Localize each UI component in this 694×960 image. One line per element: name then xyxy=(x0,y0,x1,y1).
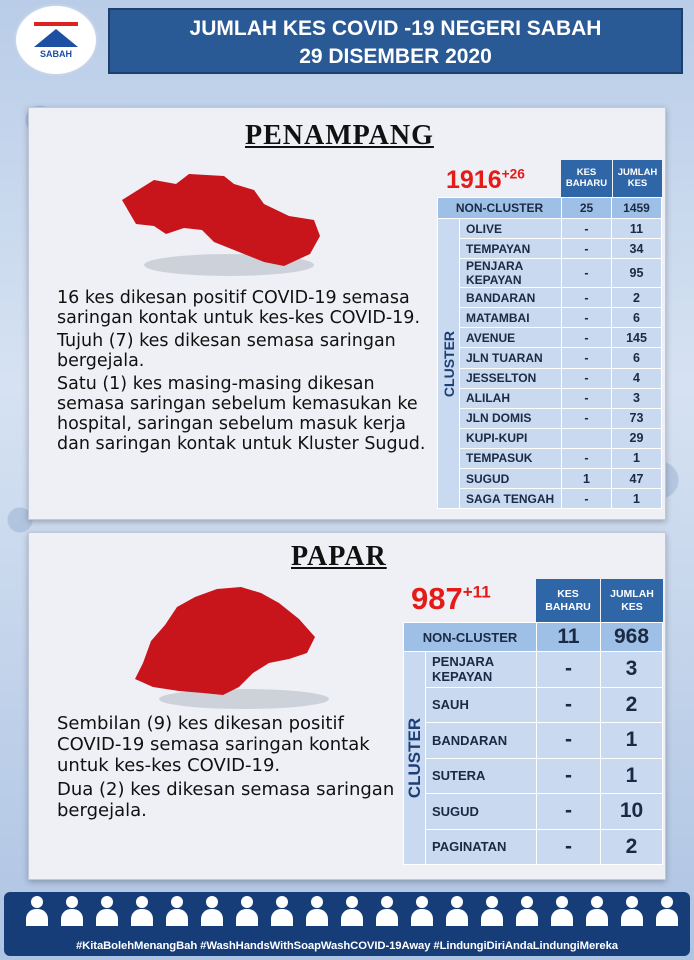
cluster-total: 29 xyxy=(612,428,662,448)
cluster-name: SAUH xyxy=(426,687,537,723)
cluster-new xyxy=(562,428,612,448)
penampang-col-new: KES BAHARU xyxy=(561,160,612,197)
penampang-map xyxy=(114,170,324,280)
frontliner-icon xyxy=(269,896,295,926)
cluster-row xyxy=(404,794,663,830)
papar-non-cluster-new: 11 xyxy=(537,623,601,652)
frontliner-icon xyxy=(619,896,645,926)
frontliner-icon xyxy=(374,896,400,926)
cluster-row xyxy=(438,489,662,509)
logo-text: SABAH xyxy=(39,48,72,59)
non-cluster-row xyxy=(438,198,662,219)
cluster-name: SUGUD xyxy=(426,794,537,830)
cluster-total: 6 xyxy=(612,348,662,368)
cluster-name: SAGA TENGAH xyxy=(460,489,562,509)
cluster-total: 10 xyxy=(601,794,663,830)
cluster-new: - xyxy=(562,408,612,428)
frontliner-icon xyxy=(234,896,260,926)
cluster-new: - xyxy=(537,723,601,759)
papar-total xyxy=(411,581,491,617)
cluster-name: MATAMBAI xyxy=(460,308,562,328)
footer-hashtags: #KitaBolehMenangBah #WashHandsWithSoapWashCOVID-19Away #LindungiDiriAndaLindungiMereka xyxy=(76,940,618,952)
cluster-label-text: CLUSTER xyxy=(404,717,424,799)
non-cluster-new: 25 xyxy=(562,198,612,219)
cluster-new: - xyxy=(562,219,612,239)
frontliner-icon xyxy=(654,896,680,926)
cluster-row xyxy=(438,348,662,368)
logo-stripe xyxy=(34,22,78,26)
frontliner-icon xyxy=(129,896,155,926)
cluster-name: TEMPAYAN xyxy=(460,239,562,259)
papar-desc-2: Dua (2) kes dikesan semasa saringan bergejala. xyxy=(57,779,395,821)
frontliner-icon xyxy=(549,896,575,926)
frontliner-icon xyxy=(164,896,190,926)
cluster-total: 2 xyxy=(601,829,663,865)
cluster-name: PAGINATAN xyxy=(426,829,537,865)
cluster-total: 145 xyxy=(612,328,662,348)
cluster-row xyxy=(404,829,663,865)
cluster-total: 73 xyxy=(612,408,662,428)
cluster-new: - xyxy=(537,758,601,794)
papar-col-new: KES BAHARU xyxy=(536,579,600,622)
papar-description xyxy=(57,713,407,824)
cluster-name: OLIVE xyxy=(460,219,562,239)
cluster-name: BANDARAN xyxy=(460,288,562,308)
cluster-row xyxy=(438,308,662,328)
cluster-name: AVENUE xyxy=(460,328,562,348)
cluster-total: 95 xyxy=(612,259,662,288)
cluster-new: - xyxy=(562,308,612,328)
frontliner-icon xyxy=(444,896,470,926)
cluster-total: 6 xyxy=(612,308,662,328)
cluster-new: 1 xyxy=(562,469,612,489)
cluster-total: 1 xyxy=(601,723,663,759)
cluster-total: 2 xyxy=(612,288,662,308)
papar-non-cluster-total: 968 xyxy=(601,623,663,652)
cluster-row xyxy=(438,368,662,388)
cluster-total: 4 xyxy=(612,368,662,388)
cluster-new: - xyxy=(562,368,612,388)
cluster-total: 1 xyxy=(601,758,663,794)
cluster-row xyxy=(438,388,662,408)
frontliner-icon xyxy=(339,896,365,926)
cluster-total: 3 xyxy=(601,652,663,688)
cluster-name: TEMPASUK xyxy=(460,448,562,468)
penampang-increase: +26 xyxy=(501,166,525,182)
papar-title: PAPAR xyxy=(291,541,387,572)
cluster-name: JLN DOMIS xyxy=(460,408,562,428)
penampang-desc-1: 16 kes dikesan positif COVID-19 semasa saringan kontak untuk kes-kes COVID-19. xyxy=(57,288,421,328)
cluster-name: JESSELTON xyxy=(460,368,562,388)
cluster-row xyxy=(438,219,662,239)
frontliner-icon xyxy=(479,896,505,926)
cluster-name: ALILAH xyxy=(460,388,562,408)
papar-map xyxy=(129,583,329,713)
cluster-total: 34 xyxy=(612,239,662,259)
frontliner-icon xyxy=(409,896,435,926)
cluster-row xyxy=(438,259,662,288)
cluster-total: 11 xyxy=(612,219,662,239)
cluster-name: PENJARA KEPAYAN xyxy=(426,652,537,688)
frontliner-icon xyxy=(94,896,120,926)
cluster-new: - xyxy=(537,794,601,830)
cluster-total: 2 xyxy=(601,687,663,723)
penampang-panel xyxy=(28,107,666,520)
cluster-row xyxy=(438,328,662,348)
frontliner-icon xyxy=(304,896,330,926)
frontliner-icons xyxy=(24,896,690,926)
cluster-row xyxy=(438,408,662,428)
cluster-row xyxy=(404,758,663,794)
cluster-total: 1 xyxy=(612,448,662,468)
header-title: JUMLAH KES COVID -19 NEGERI SABAH xyxy=(189,17,602,40)
frontliner-icon xyxy=(59,896,85,926)
non-cluster-total: 1459 xyxy=(612,198,662,219)
footer-banner xyxy=(4,892,690,956)
cluster-vertical-label xyxy=(438,219,460,509)
penampang-desc-3: Satu (1) kes masing-masing dikesan semasa saringan sebelum kemasukan ke hospital, saringan sebelum masuk kerja dan saringan kontak untuk Kluster Sugud. xyxy=(57,374,426,454)
cluster-name: JLN TUARAN xyxy=(460,348,562,368)
cluster-new: - xyxy=(562,489,612,509)
cluster-new: - xyxy=(537,829,601,865)
frontliner-icon xyxy=(689,896,690,926)
penampang-total xyxy=(446,166,525,195)
cluster-new: - xyxy=(562,388,612,408)
papar-col-total: JUMLAH KES xyxy=(601,579,663,622)
cluster-row xyxy=(438,469,662,489)
cluster-name: KUPI-KUPI xyxy=(460,428,562,448)
papar-table xyxy=(403,622,663,865)
cluster-new: - xyxy=(562,288,612,308)
frontliner-icon xyxy=(199,896,225,926)
cluster-total: 3 xyxy=(612,388,662,408)
cluster-total: 47 xyxy=(612,469,662,489)
page-header xyxy=(108,8,683,74)
cluster-new: - xyxy=(537,687,601,723)
non-cluster-label: NON-CLUSTER xyxy=(438,198,562,219)
penampang-title: PENAMPANG xyxy=(245,120,434,151)
cluster-row xyxy=(404,687,663,723)
header-date: 29 DISEMBER 2020 xyxy=(299,45,492,68)
papar-desc-1: Sembilan (9) kes dikesan positif COVID-19 semasa saringan kontak untuk kes-kes COVID-19. xyxy=(57,713,370,776)
cluster-new: - xyxy=(537,652,601,688)
cluster-row xyxy=(438,448,662,468)
papar-panel xyxy=(28,532,666,880)
papar-increase: +11 xyxy=(462,582,491,602)
logo-mountain-icon xyxy=(34,29,78,47)
papar-non-cluster-row xyxy=(404,623,663,652)
cluster-name: PENJARA KEPAYAN xyxy=(460,259,562,288)
cluster-new: - xyxy=(562,448,612,468)
papar-total-value: 987 xyxy=(411,581,463,616)
cluster-row xyxy=(438,288,662,308)
cluster-row xyxy=(438,428,662,448)
cluster-row xyxy=(404,652,663,688)
penampang-col-total: JUMLAH KES xyxy=(613,160,662,197)
cluster-row xyxy=(404,723,663,759)
penampang-total-value: 1916 xyxy=(446,166,502,194)
papar-non-cluster-label: NON-CLUSTER xyxy=(404,623,537,652)
penampang-table xyxy=(437,197,662,509)
cluster-new: - xyxy=(562,259,612,288)
cluster-total: 1 xyxy=(612,489,662,509)
cluster-new: - xyxy=(562,328,612,348)
cluster-row xyxy=(438,239,662,259)
cluster-new: - xyxy=(562,239,612,259)
frontliner-icon xyxy=(514,896,540,926)
penampang-description xyxy=(57,288,427,457)
cluster-name: SUTERA xyxy=(426,758,537,794)
frontliner-icon xyxy=(24,896,50,926)
frontliner-icon xyxy=(584,896,610,926)
sabah-logo xyxy=(14,4,98,76)
cluster-vertical-label xyxy=(404,652,426,865)
cluster-label-text: CLUSTER xyxy=(440,330,457,397)
cluster-name: SUGUD xyxy=(460,469,562,489)
cluster-name: BANDARAN xyxy=(426,723,537,759)
cluster-new: - xyxy=(562,348,612,368)
penampang-desc-2: Tujuh (7) kes dikesan semasa saringan bergejala. xyxy=(57,331,396,371)
